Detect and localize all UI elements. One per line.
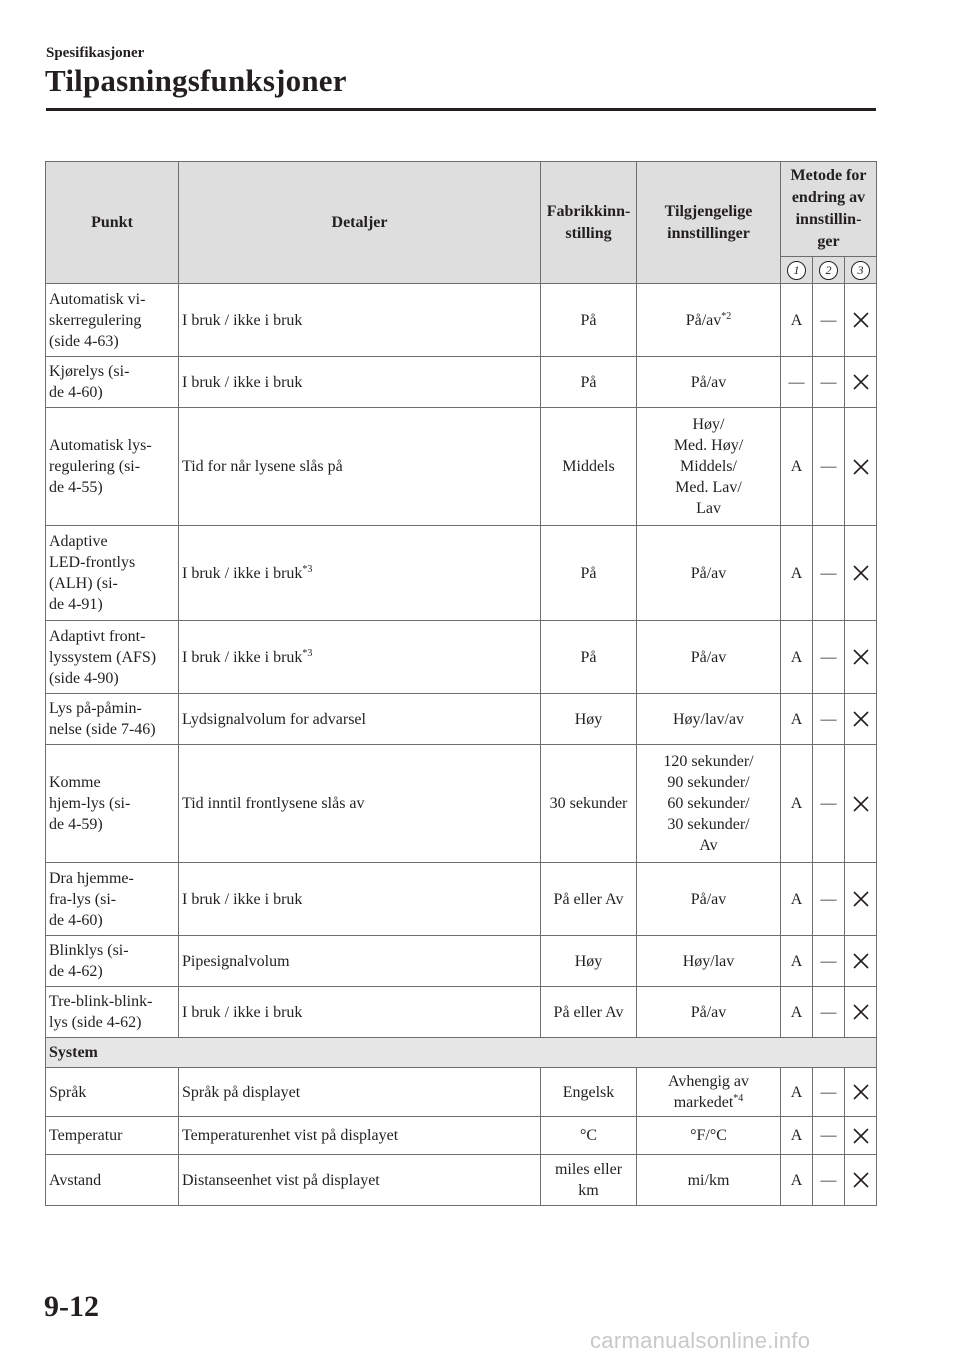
row-available-settings: $På/av^{*2}$ [637,284,781,357]
row-method-2: — [813,621,845,694]
row-method-3 [845,987,877,1038]
row-item: Adaptivt front- lyssystem (AFS) (side 4-90) [46,621,179,694]
row-method-2: — [813,357,845,408]
row-item: Temperatur [46,1117,179,1155]
row-item: Tre-blink-blink- lys (side 4-62) [46,987,179,1038]
row-details-footnote: *3 [302,563,313,575]
table-header-row [46,162,877,257]
table-row [46,863,877,936]
cross-icon [852,1003,870,1021]
row-method-2: — [813,694,845,745]
table-row [46,745,877,863]
row-available-settings-footnote: *4 [733,1093,744,1104]
row-method-1: A [781,1068,813,1117]
row-details: I bruk / ikke i bruk [179,357,541,408]
row-method-3 [845,863,877,936]
row-available-settings: Høy/lav/av [637,694,781,745]
row-details: I bruk / ikke i bruk$^{*3}$ [179,526,541,621]
system-section-row [46,1038,877,1068]
row-factory-setting: På [541,284,637,357]
cross-icon [852,648,870,666]
row-item: Automatisk lys- regulering (si- de 4-55) [46,408,179,526]
row-method-3 [845,1155,877,1206]
circled-number-3-icon: 3 [851,261,870,280]
section-label: Spesifikasjoner [46,45,145,61]
row-method-3 [845,357,877,408]
row-available-settings: Avhengig av markedet$^{*4}$ [637,1068,781,1117]
row-available-settings: Høy/ Med. Høy/ Middels/ Med. Lav/ Lav [637,408,781,526]
row-method-2: — [813,745,845,863]
row-available-settings: Høy/lav [637,936,781,987]
table-row [46,408,877,526]
header-item: Punkt [46,162,179,284]
row-factory-setting: På eller Av [541,987,637,1038]
row-details: I bruk / ikke i bruk$^{*3}$ [179,621,541,694]
row-factory-setting: Engelsk [541,1068,637,1117]
row-details: I bruk / ikke i bruk [179,284,541,357]
table-row [46,621,877,694]
table-row [46,1155,877,1206]
row-method-2: — [813,1117,845,1155]
row-method-3 [845,694,877,745]
row-factory-setting: Høy [541,936,637,987]
row-method-1: A [781,526,813,621]
row-method-3 [845,284,877,357]
row-details: Tid for når lysene slås på [179,408,541,526]
row-method-1: A [781,284,813,357]
row-item: Lys på-påmin- nelse (side 7-46) [46,694,179,745]
header-details: Detaljer [179,162,541,284]
row-factory-setting: På eller Av [541,863,637,936]
row-details-footnote: *3 [302,647,313,659]
cross-icon [852,1127,870,1145]
row-item: Kjørelys (si- de 4-60) [46,357,179,408]
row-details: Lydsignalvolum for advarsel [179,694,541,745]
row-method-2: — [813,1155,845,1206]
row-available-settings: mi/km [637,1155,781,1206]
row-item: Blinklys (si- de 4-62) [46,936,179,987]
row-method-3 [845,526,877,621]
cross-icon [852,373,870,391]
row-method-1: A [781,745,813,863]
row-available-settings: På/av [637,621,781,694]
cross-icon [852,458,870,476]
row-method-3 [845,1068,877,1117]
circled-number-1-icon: 1 [787,261,806,280]
page-title: Tilpasningsfunksjoner [45,63,347,98]
row-method-2: — [813,408,845,526]
row-method-1: A [781,863,813,936]
table-row [46,357,877,408]
row-method-1: A [781,408,813,526]
table-row [46,526,877,621]
row-method-1: A [781,987,813,1038]
row-method-2: — [813,936,845,987]
row-item: Avstand [46,1155,179,1206]
row-factory-setting: °C [541,1117,637,1155]
table-row [46,694,877,745]
row-method-2: — [813,526,845,621]
cross-icon [852,564,870,582]
row-available-settings: På/av [637,987,781,1038]
row-available-settings: På/av [637,863,781,936]
cross-icon [852,952,870,970]
cross-icon [852,795,870,813]
row-factory-setting: Middels [541,408,637,526]
row-method-3 [845,936,877,987]
system-section-label: System [46,1038,877,1068]
cross-icon [852,1171,870,1189]
row-method-3 [845,621,877,694]
row-details: I bruk / ikke i bruk [179,987,541,1038]
cross-icon [852,710,870,728]
row-method-1: A [781,621,813,694]
row-method-2: — [813,284,845,357]
method-col-3-header [845,257,877,284]
row-factory-setting: miles eller km [541,1155,637,1206]
table-row [46,1068,877,1117]
row-method-1: — [781,357,813,408]
circled-number-2-icon: 2 [819,261,838,280]
row-available-settings: På/av [637,357,781,408]
row-method-1: A [781,1117,813,1155]
row-method-3 [845,745,877,863]
row-details: Språk på displayet [179,1068,541,1117]
row-factory-setting: 30 sekunder [541,745,637,863]
header-change-method: Metode for endring av innstillin- ger [781,162,877,257]
customization-table [45,161,877,1206]
row-method-2: — [813,1068,845,1117]
table-body [46,284,877,1206]
row-available-settings-footnote: *2 [721,310,732,322]
watermark: carmanualsonline.info [590,1328,811,1353]
row-available-settings: °F/°C [637,1117,781,1155]
row-method-3 [845,408,877,526]
row-details: Tid inntil frontlysene slås av [179,745,541,863]
row-item: Adaptive LED-frontlys (ALH) (si- de 4-91) [46,526,179,621]
table-row [46,1117,877,1155]
row-details: Pipesignalvolum [179,936,541,987]
cross-icon [852,311,870,329]
row-factory-setting: På [541,526,637,621]
row-available-settings: På/av [637,526,781,621]
row-item: Komme hjem-lys (si- de 4-59) [46,745,179,863]
row-item: Automatisk vi- skerregulering (side 4-63) [46,284,179,357]
table-row [46,284,877,357]
cross-icon [852,890,870,908]
page-number: 9-12 [44,1290,99,1323]
row-factory-setting: Høy [541,694,637,745]
cross-icon [852,1083,870,1101]
row-method-1: A [781,1155,813,1206]
row-method-3 [845,1117,877,1155]
row-item: Dra hjemme- fra-lys (si- de 4-60) [46,863,179,936]
row-details: Temperaturenhet vist på displayet [179,1117,541,1155]
row-factory-setting: På [541,357,637,408]
title-divider [46,108,876,111]
row-method-2: — [813,987,845,1038]
row-item: Språk [46,1068,179,1117]
row-method-1: A [781,936,813,987]
row-details: I bruk / ikke i bruk [179,863,541,936]
header-factory-setting: Fabrikkinn- stilling [541,162,637,284]
row-method-2: — [813,863,845,936]
row-method-1: A [781,694,813,745]
header-available-settings: Tilgjengelige innstillinger [637,162,781,284]
table-row [46,987,877,1038]
row-details: Distanseenhet vist på displayet [179,1155,541,1206]
method-col-2-header [813,257,845,284]
row-factory-setting: På [541,621,637,694]
method-col-1-header [781,257,813,284]
table-row [46,936,877,987]
row-available-settings: 120 sekunder/ 90 sekunder/ 60 sekunder/ 30 sekunder/ Av [637,745,781,863]
